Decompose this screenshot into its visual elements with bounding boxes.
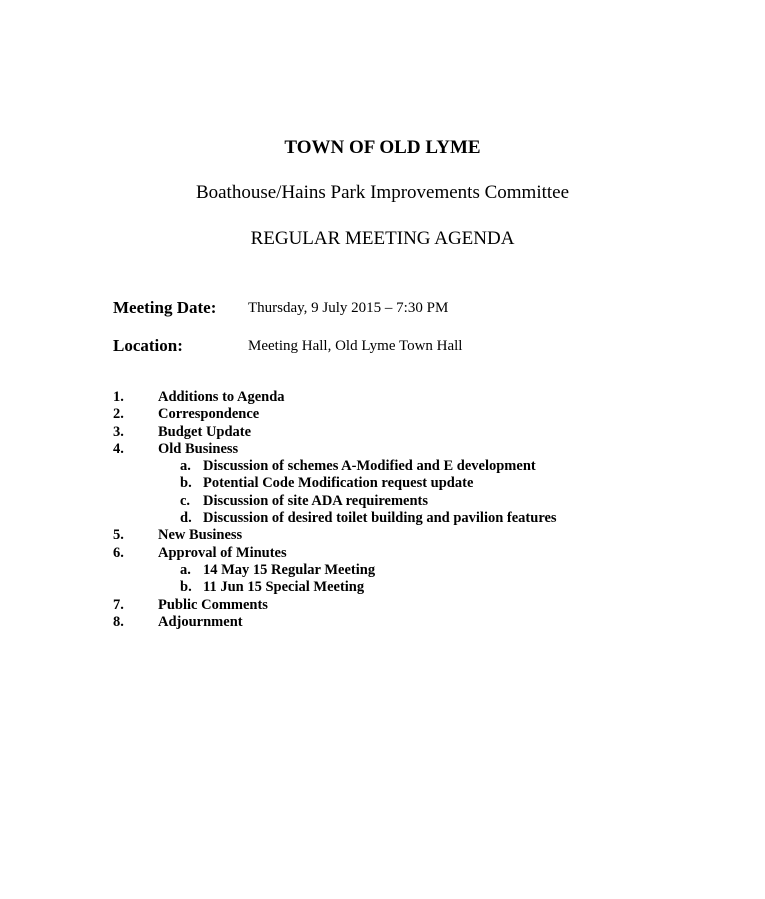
agenda-subitem <box>113 475 733 492</box>
agenda-subitem-label: Discussion of site ADA requirements <box>203 492 429 509</box>
agenda-subitem <box>113 562 733 579</box>
meeting-date-label: Meeting Date: <box>113 298 217 317</box>
agenda-item-label: Adjournment <box>158 613 243 630</box>
agenda-item-number: 4. <box>113 440 124 457</box>
location-label: Location: <box>113 336 183 355</box>
agenda-item-number: 7. <box>113 596 124 613</box>
meeting-date-value: Thursday, 9 July 2015 – 7:30 PM <box>248 300 449 316</box>
agenda-subitem-label: Discussion of desired toilet building and pavilion features <box>203 510 557 527</box>
agenda-item <box>113 441 733 458</box>
agenda-subitem-letter: b. <box>180 475 192 492</box>
agenda-subitem-letter: b. <box>180 579 192 596</box>
agenda-subitem <box>113 510 733 527</box>
agenda-item <box>113 614 733 631</box>
agenda-subitem-letter: a. <box>180 458 191 475</box>
agenda-item-number: 6. <box>113 544 124 561</box>
agenda-item-label: Additions to Agenda <box>158 389 285 405</box>
agenda-item-number: 5. <box>113 527 124 544</box>
agenda-item <box>113 424 733 441</box>
agenda-subitem-label: Discussion of schemes A-Modified and E development <box>203 458 536 475</box>
location-value: Meeting Hall, Old Lyme Town Hall <box>248 338 463 354</box>
agenda-subitem <box>113 458 733 475</box>
agenda-item-number: 2. <box>113 406 124 423</box>
agenda-item-number: 3. <box>113 423 124 440</box>
document-title: TOWN OF OLD LYME <box>284 137 481 158</box>
agenda-subitem-label: 11 Jun 15 Special Meeting <box>203 579 365 596</box>
committee-name: Boathouse/Hains Park Improvements Committee <box>195 182 570 203</box>
agenda-item <box>113 597 733 614</box>
agenda-item <box>113 389 733 406</box>
agenda-subitem <box>113 579 733 596</box>
agenda-item <box>113 527 733 544</box>
agenda-heading: REGULAR MEETING AGENDA <box>250 228 515 249</box>
agenda-list <box>113 389 733 631</box>
agenda-item-number: 8. <box>113 613 124 630</box>
agenda-subitem <box>113 493 733 510</box>
agenda-item <box>113 406 733 423</box>
agenda-item-number: 1. <box>113 389 124 405</box>
agenda-item-label: New Business <box>158 527 243 544</box>
agenda-item-label: Public Comments <box>158 596 268 613</box>
agenda-subitem-letter: c. <box>180 492 191 509</box>
agenda-item-label: Old Business <box>158 440 239 457</box>
agenda-item-label: Correspondence <box>158 406 260 423</box>
agenda-subitem-letter: a. <box>180 561 191 578</box>
agenda-subitem-label: Potential Code Modification request update <box>203 475 474 492</box>
agenda-subitem-label: 14 May 15 Regular Meeting <box>203 561 376 578</box>
agenda-item <box>113 545 733 562</box>
agenda-item-label: Budget Update <box>158 423 252 440</box>
agenda-subitem-letter: d. <box>180 510 192 527</box>
agenda-item-label: Approval of Minutes <box>158 544 287 561</box>
